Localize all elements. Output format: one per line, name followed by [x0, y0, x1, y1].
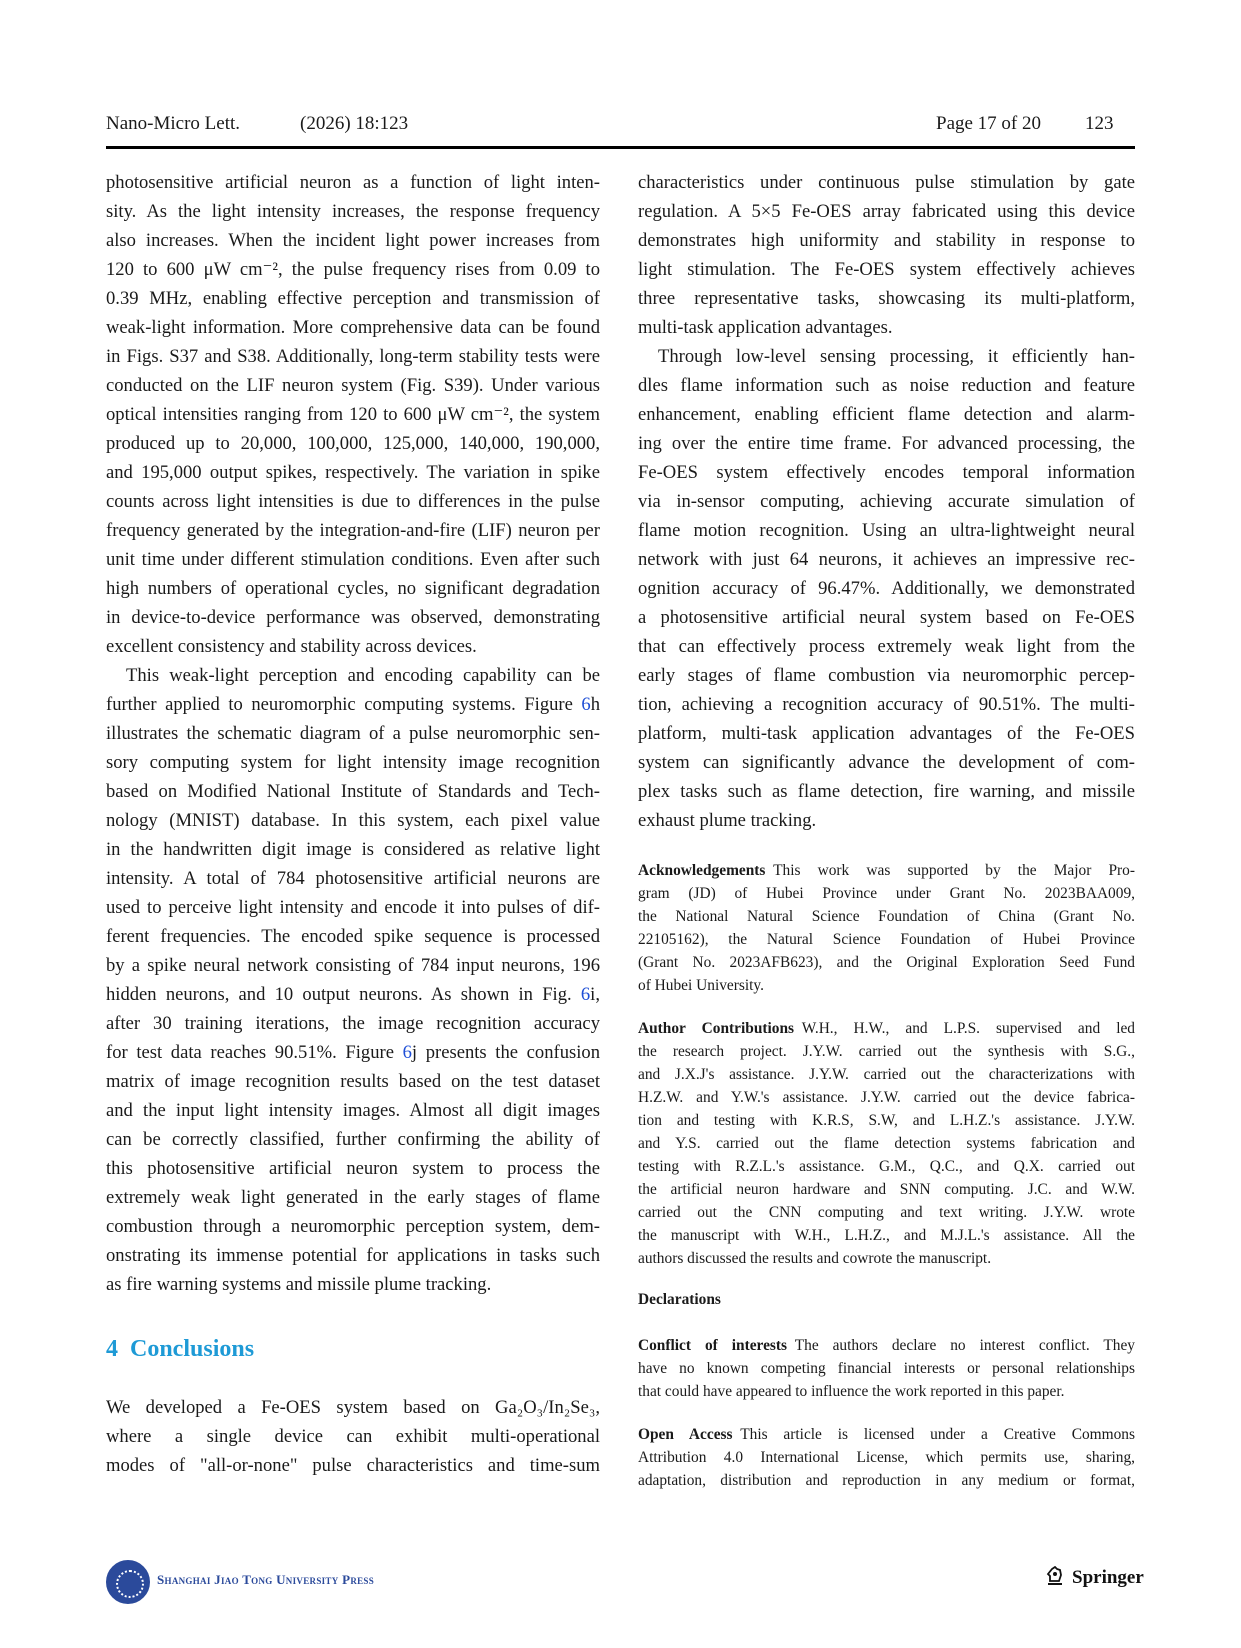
- text-line: 22105162), the Natural Science Foundation of Hubei Province: [638, 931, 1135, 948]
- text-line: This weak-light perception and encoding capability can be: [126, 665, 600, 686]
- text-line: [106, 693, 600, 717]
- text-line: tion and testing with K.R.S, S.W, and L.H.Z.'s assistance. J.Y.W.: [638, 1112, 1135, 1129]
- text-line: the National Natural Science Foundation of China (Grant No.: [638, 908, 1135, 925]
- text-segment: hidden neurons, and 10 output neurons. As shown in Fig.: [106, 984, 581, 1005]
- text-line: after 30 training iterations, the image recognition accuracy: [106, 1013, 600, 1034]
- figure-link[interactable]: 6: [581, 694, 591, 715]
- text-line: sity. As the light intensity increases, the response frequency: [106, 201, 600, 222]
- acknowledgements: [638, 861, 1135, 881]
- text-line: multi-task application advantages.: [638, 317, 893, 338]
- text-segment: j presents the confusion: [411, 1042, 600, 1063]
- text-line: counts across light intensities is due to differences in the pulse: [106, 491, 600, 512]
- university-seal-icon: [106, 1560, 150, 1604]
- text-line: ognition accuracy of 96.47%. Additionally, we demonstrated: [638, 578, 1135, 599]
- text-line: tion, achieving a recognition accuracy of 90.51%. The multi-: [638, 694, 1135, 715]
- text-line: also increases. When the incident light power increases from: [106, 230, 600, 251]
- text-line: of Hubei University.: [638, 977, 764, 994]
- text-line: the research project. J.Y.W. carried out the synthesis with S.G.,: [638, 1043, 1135, 1060]
- author-contributions-label: Author Contributions: [638, 1020, 795, 1037]
- conflict-of-interests-text: The authors declare no interest conflict. They: [794, 1337, 1135, 1354]
- text-line: in Figs. S37 and S38. Additionally, long-term stability tests were: [106, 346, 600, 367]
- text-line: in the handwritten digit image is considered as relative light: [106, 839, 600, 860]
- text-line: authors discussed the results and cowrote the manuscript.: [638, 1250, 992, 1267]
- conclusion-line: We developed a Fe-OES system based on Ga₂O₃/In₂Se₃,: [106, 1397, 600, 1418]
- text-line: Attribution 4.0 International License, which permits use, sharing,: [638, 1449, 1135, 1466]
- text-line: exhaust plume tracking.: [638, 810, 817, 831]
- acknowledgements-text: This work was supported by the Major Pro-: [773, 862, 1135, 879]
- text-line: by a spike neural network consisting of 784 input neurons, 196: [106, 955, 600, 976]
- text-line: illustrates the schematic diagram of a pulse neuromorphic sen-: [106, 723, 600, 744]
- text-line: 0.39 MHz, enabling effective perception and transmission of: [106, 288, 600, 309]
- section-heading-conclusions: [106, 1336, 266, 1363]
- text-line: carried out the CNN computing and text writing. J.Y.W. wrote: [638, 1204, 1135, 1221]
- text-line: that can effectively process extremely weak light from the: [638, 636, 1135, 657]
- page-indicator: Page 17 of 20: [936, 113, 1042, 134]
- text-line: demonstrates high uniformity and stability in response to: [638, 230, 1135, 251]
- text-line: matrix of image recognition results based on the test dataset: [106, 1071, 600, 1092]
- text-line: as fire warning systems and missile plume tracking.: [106, 1274, 492, 1295]
- text-line: weak-light information. More comprehensive data can be found: [106, 317, 600, 338]
- conflict-of-interests-label: Conflict of interests: [638, 1337, 788, 1354]
- text-line: onstrating its immense potential for applications in tasks such: [106, 1245, 600, 1266]
- text-line: photosensitive artificial neuron as a function of light inten-: [106, 172, 600, 193]
- text-line: combustion through a neuromorphic perception system, dem-: [106, 1216, 600, 1237]
- text-line: nology (MNIST) database. In this system, each pixel value: [106, 810, 600, 831]
- text-line: the artificial neuron hardware and SNN computing. J.C. and W.W.: [638, 1181, 1135, 1198]
- text-line: Through low-level sensing processing, it efficiently han-: [658, 346, 1135, 367]
- text-line: produced up to 20,000, 100,000, 125,000, 140,000, 190,000,: [106, 433, 600, 454]
- text-line: Fe-OES system effectively encodes temporal information: [638, 462, 1135, 483]
- text-line: (Grant No. 2023AFB623), and the Original Exploration Seed Fund: [638, 954, 1135, 971]
- declarations-heading: Declarations: [638, 1291, 721, 1308]
- text-line: conducted on the LIF neuron system (Fig. S39). Under various: [106, 375, 600, 396]
- conflict-of-interests: [638, 1336, 1135, 1356]
- text-line: high numbers of operational cycles, no significant degradation: [106, 578, 600, 599]
- text-line: characteristics under continuous pulse stimulation by gate: [638, 172, 1135, 193]
- text-segment: h: [590, 694, 600, 715]
- text-line: flame motion recognition. Using an ultra-lightweight neural: [638, 520, 1135, 541]
- text-line: [106, 1041, 600, 1065]
- citation: (2026) 18:123: [300, 113, 409, 134]
- text-line: 120 to 600 μW cm⁻², the pulse frequency rises from 0.09 to: [106, 259, 600, 280]
- text-line: frequency generated by the integration-and-fire (LIF) neuron per: [106, 520, 600, 541]
- open-access-label: Open Access: [638, 1426, 733, 1443]
- text-line: extremely weak light generated in the early stages of flame: [106, 1187, 600, 1208]
- text-line: H.Z.W. and Y.W.'s assistance. J.Y.W. carried out the device fabrica-: [638, 1089, 1135, 1106]
- text-line: plex tasks such as flame detection, fire warning, and missile: [638, 781, 1135, 802]
- conclusion-line: modes of "all-or-none" pulse characteristics and time-sum: [106, 1455, 600, 1476]
- text-line: adaptation, distribution and reproduction in any medium or format,: [638, 1472, 1135, 1489]
- text-line: [106, 983, 600, 1007]
- header-rule: [106, 146, 1135, 149]
- text-line: this photosensitive artificial neuron system to process the: [106, 1158, 600, 1179]
- text-line: ing over the entire time frame. For advanced processing, the: [638, 433, 1135, 454]
- text-line: and 195,000 output spikes, respectively. The variation in spike: [106, 462, 600, 483]
- text-line: used to perceive light intensity and encode it into pulses of dif-: [106, 897, 600, 918]
- text-line: early stages of flame combustion via neuromorphic percep-: [638, 665, 1135, 686]
- text-line: enhancement, enabling efficient flame detection and alarm-: [638, 404, 1135, 425]
- text-line: a photosensitive artificial neural system based on Fe-OES: [638, 607, 1135, 628]
- author-contributions: [638, 1019, 1135, 1039]
- author-contributions-text: W.H., H.W., and L.P.S. supervised and led: [801, 1020, 1135, 1037]
- text-line: network with just 64 neurons, it achieves an impressive rec-: [638, 549, 1135, 570]
- text-line: via in-sensor computing, achieving accurate simulation of: [638, 491, 1135, 512]
- text-line: unit time under different stimulation conditions. Even after such: [106, 549, 600, 570]
- text-line: dles flame information such as noise reduction and feature: [638, 375, 1135, 396]
- text-line: in device-to-device performance was observed, demonstrating: [106, 607, 600, 628]
- text-line: gram (JD) of Hubei Province under Grant No. 2023BAA009,: [638, 885, 1135, 902]
- text-line: and Y.S. carried out the flame detection systems fabrication and: [638, 1135, 1135, 1152]
- section-number: 4: [106, 1336, 118, 1362]
- text-line: excellent consistency and stability across devices.: [106, 636, 477, 657]
- journal-name: Nano-Micro Lett.: [106, 113, 241, 134]
- text-line: ferent frequencies. The encoded spike sequence is processed: [106, 926, 600, 947]
- conclusion-line: where a single device can exhibit multi-operational: [106, 1426, 600, 1447]
- figure-link[interactable]: 6: [580, 984, 591, 1005]
- text-line: intensity. A total of 784 photosensitive artificial neurons are: [106, 868, 600, 889]
- text-line: three representative tasks, showcasing its multi-platform,: [638, 288, 1135, 309]
- text-segment: further applied to neuromorphic computing systems. Figure: [106, 694, 582, 715]
- text-line: light stimulation. The Fe-OES system effectively achieves: [638, 259, 1135, 280]
- text-line: can be correctly classified, further confirming the ability of: [106, 1129, 600, 1150]
- text-line: that could have appeared to influence the work reported in this paper.: [638, 1383, 1065, 1400]
- chess-knight-icon: [1046, 1566, 1064, 1586]
- section-title: Conclusions: [130, 1336, 255, 1362]
- press-name: Shanghai Jiao Tong University Press: [157, 1572, 375, 1587]
- text-line: testing with R.Z.L.'s assistance. G.M., Q.C., and Q.X. carried out: [638, 1158, 1135, 1175]
- text-line: the manuscript with W.H., L.H.Z., and M.J.L.'s assistance. All the: [638, 1227, 1135, 1244]
- text-line: have no known competing financial interests or personal relationships: [638, 1360, 1135, 1377]
- text-line: and J.X.J's assistance. J.Y.W. carried out the characterizations with: [638, 1066, 1135, 1083]
- text-line: based on Modified National Institute of Standards and Tech-: [106, 781, 600, 802]
- text-line: system can significantly advance the development of com-: [638, 752, 1135, 773]
- text-segment: i,: [590, 984, 600, 1005]
- text-line: regulation. A 5×5 Fe-OES array fabricated using this device: [638, 201, 1135, 222]
- acknowledgements-label: Acknowledgements: [638, 862, 766, 879]
- figure-link[interactable]: 6: [402, 1042, 412, 1063]
- text-line: sory computing system for light intensity image recognition: [106, 752, 600, 773]
- text-segment: for test data reaches 90.51%. Figure: [106, 1042, 403, 1063]
- article-number: 123: [1085, 113, 1114, 134]
- open-access-text: This article is licensed under a Creative Commons: [740, 1426, 1135, 1443]
- springer-logo: [1046, 1566, 1144, 1589]
- text-line: platform, multi-task application advantages of the Fe-OES: [638, 723, 1135, 744]
- open-access: [638, 1425, 1135, 1445]
- text-line: and the input light intensity images. Almost all digit images: [106, 1100, 600, 1121]
- text-line: optical intensities ranging from 120 to 600 μW cm⁻², the system: [106, 404, 600, 425]
- publisher-name: Springer: [1072, 1567, 1144, 1588]
